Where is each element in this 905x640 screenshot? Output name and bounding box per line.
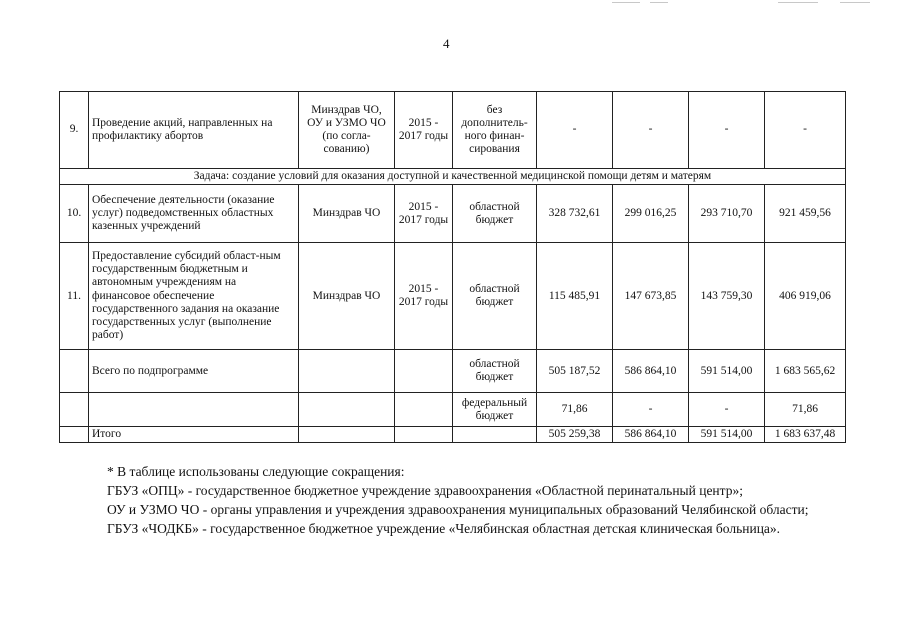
funding-source: областной бюджет (453, 243, 537, 350)
scan-mark (612, 2, 640, 3)
value-2015: 328 732,61 (537, 185, 613, 243)
value-2015: 505 259,38 (537, 427, 613, 443)
value-2016: 299 016,25 (613, 185, 689, 243)
value-2017: - (689, 393, 765, 427)
value-2017: 591 514,00 (689, 350, 765, 393)
value-2015: 71,86 (537, 393, 613, 427)
value-2015: - (537, 92, 613, 169)
value-total: 921 459,56 (765, 185, 846, 243)
empty-cell (60, 393, 89, 427)
value-2015: 505 187,52 (537, 350, 613, 393)
value-2016: - (613, 393, 689, 427)
value-2015: 115 485,91 (537, 243, 613, 350)
empty-cell (299, 393, 395, 427)
subtotal-label: Всего по подпрограмме (89, 350, 299, 393)
executor: Минздрав ЧО (299, 243, 395, 350)
executor: Минздрав ЧО, ОУ и УЗМО ЧО (по согла-сованию) (299, 92, 395, 169)
empty-cell (453, 427, 537, 443)
period: 2015 - 2017 годы (395, 92, 453, 169)
empty-cell (299, 350, 395, 393)
table-row (60, 92, 846, 169)
empty-cell (60, 350, 89, 393)
subtotal-row (60, 350, 846, 393)
value-2017: 293 710,70 (689, 185, 765, 243)
value-total: 1 683 565,62 (765, 350, 846, 393)
activity-name: Обеспечение деятельности (оказание услуг) подведомственных областных казенных учреждений (89, 185, 299, 243)
funding-source: областной бюджет (453, 350, 537, 393)
period: 2015 - 2017 годы (395, 185, 453, 243)
period: 2015 - 2017 годы (395, 243, 453, 350)
abbreviations-notes (80, 462, 842, 538)
subtotal-row (60, 393, 846, 427)
value-total: - (765, 92, 846, 169)
value-2017: 143 759,30 (689, 243, 765, 350)
value-total: 1 683 637,48 (765, 427, 846, 443)
note-line: ГБУЗ «ОПЦ» - государственное бюджетное учреждение здравоохранения «Областной перинатальный центр»; (107, 483, 743, 498)
activity-name: Предоставление субсидий област-ным государственным бюджетным и автономным учреждениям на финансовое обеспечение государственного задания на оказание государственных услуг (выполнение работ) (89, 243, 299, 350)
total-row (60, 427, 846, 443)
note-line: ОУ и УЗМО ЧО - органы управления и учреждения здравоохранения муниципальных образований Челябинской области; (107, 502, 809, 517)
task-row (60, 169, 846, 185)
page-number: 4 (443, 36, 450, 51)
value-total: 406 919,06 (765, 243, 846, 350)
row-number: 9. (60, 92, 89, 169)
funding-source: федеральный бюджет (453, 393, 537, 427)
scan-mark (650, 2, 668, 3)
row-number: 10. (60, 185, 89, 243)
empty-cell (299, 427, 395, 443)
note-line: ГБУЗ «ЧОДКБ» - государственное бюджетное учреждение «Челябинская областная детская клиническая больница». (107, 521, 781, 536)
value-total: 71,86 (765, 393, 846, 427)
value-2017: 591 514,00 (689, 427, 765, 443)
value-2016: 586 864,10 (613, 427, 689, 443)
budget-table (59, 91, 846, 443)
funding-source: областной бюджет (453, 185, 537, 243)
executor: Минздрав ЧО (299, 185, 395, 243)
empty-cell (395, 393, 453, 427)
activity-name: Проведение акций, направленных на профилактику абортов (89, 92, 299, 169)
scan-mark (840, 2, 870, 3)
empty-cell (89, 393, 299, 427)
value-2016: 147 673,85 (613, 243, 689, 350)
empty-cell (60, 427, 89, 443)
value-2017: - (689, 92, 765, 169)
table-row (60, 243, 846, 350)
funding-source: без дополнитель-ного финан-сирования (453, 92, 537, 169)
empty-cell (395, 427, 453, 443)
scan-mark (778, 2, 818, 3)
value-2016: 586 864,10 (613, 350, 689, 393)
table-row (60, 185, 846, 243)
value-2016: - (613, 92, 689, 169)
task-text: Задача: создание условий для оказания доступной и качественной медицинской помощи детям и матерям (60, 169, 846, 185)
row-number: 11. (60, 243, 89, 350)
notes-intro: * В таблице использованы следующие сокращения: (107, 464, 405, 479)
empty-cell (395, 350, 453, 393)
total-label: Итого (89, 427, 299, 443)
